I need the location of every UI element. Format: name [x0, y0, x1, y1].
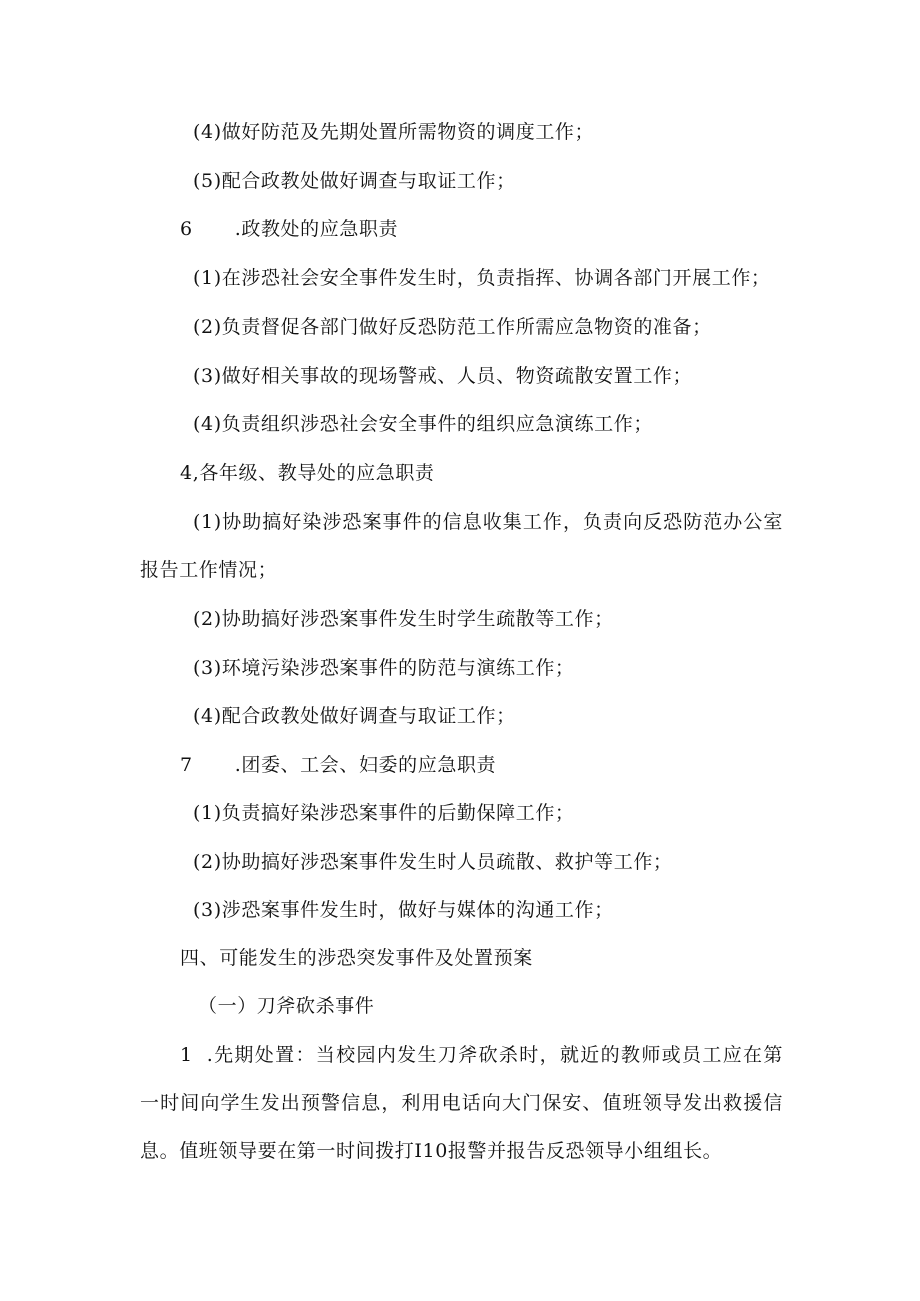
list-item-continuation: 报告工作情况； — [140, 559, 278, 581]
list-item: (4)负责组织涉恐社会安全事件的组织应急演练工作； — [193, 413, 653, 435]
chapter-heading: 四、可能发生的涉恐突发事件及处置预案 — [180, 947, 533, 969]
section-heading-4: 4,各年级、教导处的应急职责 — [180, 462, 435, 484]
item-text: .先期处置：当校园内发生刀斧砍杀时，就近的教师或员工应在第 — [206, 1044, 783, 1066]
list-item: (2)协助搞好涉恐案事件发生时学生疏散等工作； — [193, 608, 614, 630]
list-item: (1)协助搞好染涉恐案事件的信息收集工作，负责向反恐防范办公室 — [193, 511, 783, 533]
section-number: 7 — [180, 754, 193, 776]
section-title: .政教处的应急职责 — [234, 218, 399, 240]
list-item: (5)配合政教处做好调查与取证工作； — [193, 170, 516, 192]
list-item: (2)负责督促各部门做好反恐防范工作所需应急物资的准备； — [193, 316, 712, 338]
list-item: (3)做好相关事故的现场警戒、人员、物资疏散安置工作； — [193, 365, 693, 387]
paragraph-line: 息。值班领导要在第一时间拨打I10报警并报告反恐领导小组组长。 — [140, 1140, 723, 1162]
paragraph-line: 一时间向学生发出预警信息，利用电话向大门保安、值班领导发出救援信 — [140, 1092, 783, 1114]
list-item: (2)协助搞好涉恐案事件发生时人员疏散、救护等工作； — [193, 851, 673, 873]
section-number: 6 — [180, 218, 193, 240]
subsection-heading: （一）刀斧砍杀事件 — [198, 995, 375, 1017]
list-item: (4)做好防范及先期处置所需物资的调度工作； — [193, 121, 595, 143]
section-heading-6 — [180, 217, 398, 241]
list-item: (4)配合政教处做好调查与取证工作； — [193, 705, 516, 727]
list-item: (1)负责搞好染涉恐案事件的后勤保障工作； — [193, 802, 575, 824]
section-heading-7 — [180, 753, 496, 777]
paragraph-line — [180, 1043, 783, 1067]
item-number: 1 — [180, 1044, 193, 1066]
list-item: (1)在涉恐社会安全事件发生时，负责指挥、协调各部门开展工作； — [193, 267, 771, 289]
list-item: (3)环境污染涉恐案事件的防范与演练工作； — [193, 657, 575, 679]
section-title: .团委、工会、妇委的应急职责 — [234, 754, 497, 776]
list-item: (3)涉恐案事件发生时，做好与媒体的沟通工作； — [193, 899, 614, 921]
